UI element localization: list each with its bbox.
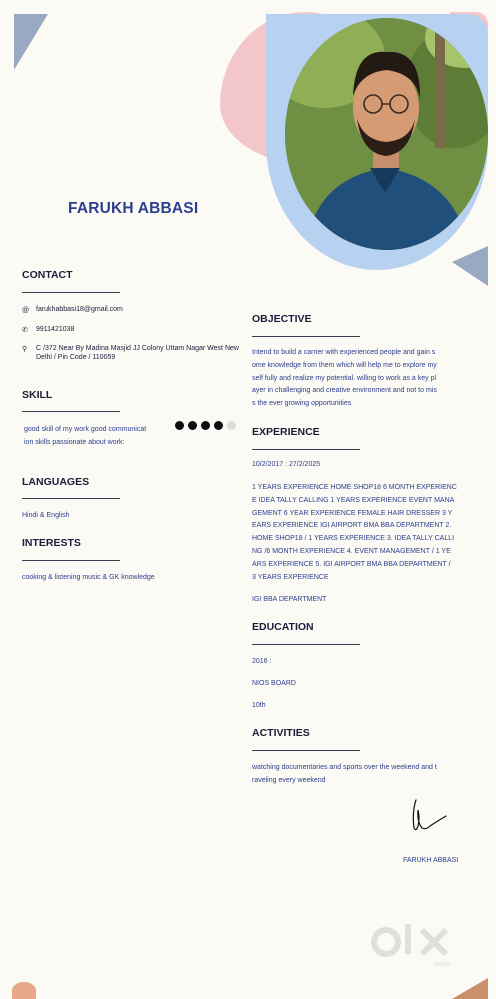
watermark-sub: INDIA	[434, 962, 451, 968]
at-icon: @	[22, 307, 30, 314]
education-board: NIOS BOARD	[252, 680, 296, 687]
contact-divider	[22, 292, 120, 293]
languages-divider	[22, 498, 120, 499]
contact-phone-row	[22, 326, 74, 335]
corner-shape-bottom-left	[12, 982, 36, 999]
activities-divider	[252, 750, 360, 751]
corner-shape-bottom-right	[452, 978, 488, 999]
languages-text: Hindi & English	[22, 512, 70, 519]
experience-line: E IDEA TALLY CALLING 1 YEARS EXPERIENCE EVENT MANA	[252, 496, 455, 504]
contact-email: farukhabbasi18@gmail.com	[36, 306, 123, 313]
objective-text	[252, 347, 476, 411]
olx-watermark-logo	[370, 918, 462, 970]
experience-department: IGI BBA DEPARTMENT	[252, 596, 327, 603]
activities-text	[252, 762, 476, 788]
experience-dates: 10/2/2017 : 27/2/2025	[252, 461, 321, 468]
rating-dot-filled	[201, 421, 210, 430]
skill-line-1: good skill of my work good communicat	[24, 426, 147, 433]
experience-line: GEMENT 6 YEAR EXPERIENCE FEMALE HAIR DRESSER 3 Y	[252, 509, 453, 517]
education-heading: EDUCATION	[252, 621, 314, 633]
contact-address	[36, 345, 239, 363]
experience-line: NG /6 MONTH EXPERIENCE 4. EVENT MANAGEMENT / 1 YE	[252, 547, 451, 555]
languages-heading: LANGUAGES	[22, 476, 90, 488]
interests-text: cooking & listening music & GK knowledge	[22, 574, 155, 581]
objective-heading: OBJECTIVE	[252, 313, 312, 325]
location-pin-icon: ⚲	[22, 346, 28, 353]
candidate-name: FARUKH ABBASI	[68, 200, 199, 217]
experience-line: ARS EXPERIENCE 5. IGI AIRPORT BMA BBA DEPARTMENT /	[252, 560, 451, 568]
signature-name: FARUKH ABBASI	[403, 857, 459, 864]
experience-line: 3 YEARS EXPERIENCE	[252, 573, 329, 581]
rating-dot-filled	[175, 421, 184, 430]
phone-icon: ✆	[22, 327, 28, 334]
skill-rating	[175, 421, 236, 430]
skill-divider	[22, 411, 120, 412]
skill-line-2: ion skills passionate about work:	[24, 438, 125, 446]
contact-email-row	[22, 306, 123, 315]
experience-divider	[252, 449, 360, 450]
contact-address-row	[22, 345, 242, 363]
profile-photo	[285, 18, 488, 250]
skill-heading: SKILL	[22, 389, 53, 401]
objective-line: Intend to build a carrier with experienced people and gain s	[252, 349, 436, 356]
corner-triangle-top-left	[14, 14, 48, 70]
objective-line: self fully and realize my potential. willing to work as a key pl	[252, 374, 437, 382]
rating-dot-filled	[214, 421, 223, 430]
interests-divider	[22, 560, 120, 561]
experience-line: 1 YEARS EXPERIENCE HOME SHOP18 6 MONTH EXPERIENC	[252, 484, 457, 491]
experience-line: EARS EXPERIENCE IGI AIRPORT BMA BBA DEPARTMENT 2.	[252, 522, 452, 530]
objective-line: s the ever growing opportunities	[252, 400, 352, 408]
signature-scribble-icon	[408, 798, 448, 834]
experience-line: HOME SHOP18 / 1 YEARS EXPERIENCE 3. IDEA TALLY CALLI	[252, 535, 455, 543]
activities-heading: ACTIVITIES	[252, 727, 310, 739]
slate-triangle-right	[452, 246, 488, 286]
experience-heading: EXPERIENCE	[252, 426, 320, 438]
activities-line: raveling every weekend	[252, 776, 326, 784]
skill-text	[24, 424, 146, 450]
experience-text	[252, 482, 476, 584]
objective-divider	[252, 336, 360, 337]
education-divider	[252, 644, 360, 645]
contact-phone: 9911421038	[36, 326, 75, 333]
objective-line: ome knowledge from them which will help me to explore my	[252, 361, 437, 369]
contact-heading: CONTACT	[22, 269, 73, 281]
activities-line: watching documentaries and sports over the weekend and t	[252, 764, 437, 771]
education-year: 2016 :	[252, 658, 272, 665]
education-level: 10th	[252, 702, 266, 709]
address-line-1: C /372 Near By Madina Masjid JJ Colony Uttam Nagar West New	[36, 345, 239, 352]
address-line-2: Delhi / Pin Code / 110059	[36, 353, 116, 361]
interests-heading: INTERESTS	[22, 537, 81, 549]
rating-dot-filled	[188, 421, 197, 430]
objective-line: ayer in challenging and creative environment and not to mis	[252, 387, 437, 395]
rating-dot-empty	[227, 421, 236, 430]
